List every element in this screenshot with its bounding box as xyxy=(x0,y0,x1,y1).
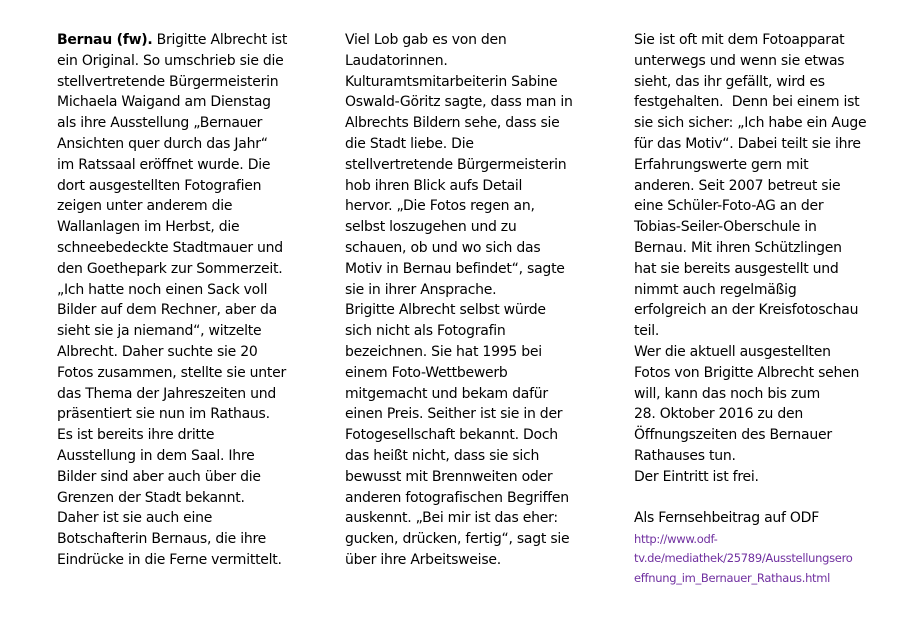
text-line: teil. xyxy=(634,323,660,340)
text-line: auskennt. „Bei mir ist das eher: xyxy=(345,510,558,527)
text-line: Laudatorinnen. xyxy=(345,52,448,69)
text-line: Fotos von Brigitte Albrecht sehen xyxy=(634,364,860,381)
text-line: Albrechts Bildern sehe, dass sie xyxy=(345,115,560,132)
text-line: für das Motiv“. Dabei teilt sie ihre xyxy=(634,135,861,152)
text-line: Bernau. Mit ihren Schützlingen xyxy=(634,239,842,256)
text-line: Kulturamtsmitarbeiterin Sabine xyxy=(345,73,558,90)
paragraph-3 xyxy=(634,30,890,488)
text-line: als ihre Ausstellung „Bernauer xyxy=(57,115,263,132)
text-line: „Ich hatte noch einen Sack voll xyxy=(57,281,268,298)
link-line[interactable]: effnung_im_Bernauer_Rathaus.html xyxy=(634,570,831,585)
text-line: Grenzen der Stadt bekannt. xyxy=(57,489,245,506)
text-line: hat sie bereits ausgestellt und xyxy=(634,260,839,277)
text-line: nimmt auch regelmäßig xyxy=(634,281,797,298)
text-line: Fotogesellschaft bekannt. Doch xyxy=(345,427,558,444)
text-line: Ansichten quer durch das Jahr“ xyxy=(57,135,268,152)
text-line: Rathauses tun. xyxy=(634,447,736,464)
text-line: Bilder auf dem Rechner, aber da xyxy=(57,302,277,319)
text-line: erfolgreich an der Kreisfotoschau xyxy=(634,302,859,319)
text-line: das Thema der Jahreszeiten und xyxy=(57,385,276,402)
text-line: hob ihren Blick aufs Detail xyxy=(345,177,523,194)
text-line: Tobias-Seiler-Oberschule in xyxy=(634,219,817,236)
text-line: sich nicht als Fotografin xyxy=(345,323,506,340)
text-line: Ausstellung in dem Saal. Ihre xyxy=(57,447,255,464)
article-column-1 xyxy=(57,30,307,571)
text-line: gucken, drücken, fertig“, sagt sie xyxy=(345,531,570,548)
text-line: sie sich sicher: „Ich habe ein Auge xyxy=(634,115,867,132)
text-line: sie in ihrer Ansprache. xyxy=(345,281,497,298)
text-line: Wallanlagen im Herbst, die xyxy=(57,219,240,236)
text-line: Albrecht. Daher suchte sie 20 xyxy=(57,343,258,360)
text-line: Erfahrungswerte gern mit xyxy=(634,156,809,173)
paragraph-2 xyxy=(345,30,595,571)
text-line: eine Schüler-Foto-AG an der xyxy=(634,198,824,215)
text-line: ein Original. So umschrieb sie die xyxy=(57,52,284,69)
text-line: Botschafterin Bernaus, die ihre xyxy=(57,531,267,548)
text-line: unterwegs und wenn sie etwas xyxy=(634,52,845,69)
text-line: die Stadt liebe. Die xyxy=(345,135,474,152)
article-column-2 xyxy=(345,30,595,571)
text-line: präsentiert sie nun im Rathaus. xyxy=(57,406,270,423)
text-line: bezeichnen. Sie hat 1995 bei xyxy=(345,343,542,360)
article-column-3 xyxy=(634,30,890,587)
text-line: sieht sie ja niemand“, witzelte xyxy=(57,323,262,340)
text-line: stellvertretende Bürgermeisterin xyxy=(57,73,279,90)
text-line: hervor. „Die Fotos regen an, xyxy=(345,198,535,215)
text-line: anderen. Seit 2007 betreut sie xyxy=(634,177,841,194)
text-line: anderen fotografischen Begriffen xyxy=(345,489,569,506)
text-line: im Ratssaal eröffnet wurde. Die xyxy=(57,156,271,173)
text-line: bewusst mit Brennweiten oder xyxy=(345,468,553,485)
text-line: Bilder sind aber auch über die xyxy=(57,468,261,485)
text-line: sieht, das ihr gefällt, wird es xyxy=(634,73,825,90)
text-line: zeigen unter anderem die xyxy=(57,198,233,215)
text-line: das heißt nicht, dass sie sich xyxy=(345,447,540,464)
text-line: Daher ist sie auch eine xyxy=(57,510,213,527)
text-line: Wer die aktuell ausgestellten xyxy=(634,343,831,360)
text-line: den Goethepark zur Sommerzeit. xyxy=(57,260,283,277)
text-line: dort ausgestellten Fotografien xyxy=(57,177,262,194)
text-line: einem Foto-Wettbewerb xyxy=(345,364,508,381)
text-line: Sie ist oft mit dem Fotoapparat xyxy=(634,32,845,48)
link-line[interactable]: http://www.odf- xyxy=(634,532,718,547)
text-line: Viel Lob gab es von den xyxy=(345,32,507,48)
odf-mediathek-link[interactable] xyxy=(634,530,890,587)
tv-label-text: Als Fernsehbeitrag auf ODF xyxy=(634,510,820,527)
text-line: Brigitte Albrecht selbst würde xyxy=(345,302,546,319)
text-line: 28. Oktober 2016 zu den xyxy=(634,406,803,423)
text-line xyxy=(57,30,307,51)
text-line: stellvertretende Bürgermeisterin xyxy=(345,156,567,173)
text-line: einen Preis. Seither ist sie in der xyxy=(345,406,563,423)
tv-label xyxy=(634,508,890,529)
text-line: schauen, ob und wo sich das xyxy=(345,239,541,256)
link-line[interactable]: tv.de/mediathek/25789/Ausstellungsero xyxy=(634,551,853,566)
text-line: Oswald-Göritz sagte, dass man in xyxy=(345,94,573,111)
text-line: über ihre Arbeitsweise. xyxy=(345,551,501,568)
text-line: will, kann das noch bis zum xyxy=(634,385,820,402)
dateline: Bernau (fw). xyxy=(57,32,153,48)
text-line: festgehalten. Denn bei einem ist xyxy=(634,94,860,111)
text-line: Eindrücke in die Ferne vermittelt. xyxy=(57,551,282,568)
text-line-content: Brigitte Albrecht ist xyxy=(156,32,288,48)
text-line: selbst loszugehen und zu xyxy=(345,219,517,236)
text-line: Fotos zusammen, stellte sie unter xyxy=(57,364,287,381)
paragraph-1 xyxy=(57,30,307,571)
text-line: Der Eintritt ist frei. xyxy=(634,468,759,485)
text-line: Michaela Waigand am Dienstag xyxy=(57,94,271,111)
paragraph-spacer xyxy=(634,488,890,509)
text-line: mitgemacht und bekam dafür xyxy=(345,385,548,402)
text-line: Es ist bereits ihre dritte xyxy=(57,427,215,444)
text-line: schneebedeckte Stadtmauer und xyxy=(57,239,283,256)
text-line: Öffnungszeiten des Bernauer xyxy=(634,427,832,444)
text-line: Motiv in Bernau befindet“, sagte xyxy=(345,260,565,277)
